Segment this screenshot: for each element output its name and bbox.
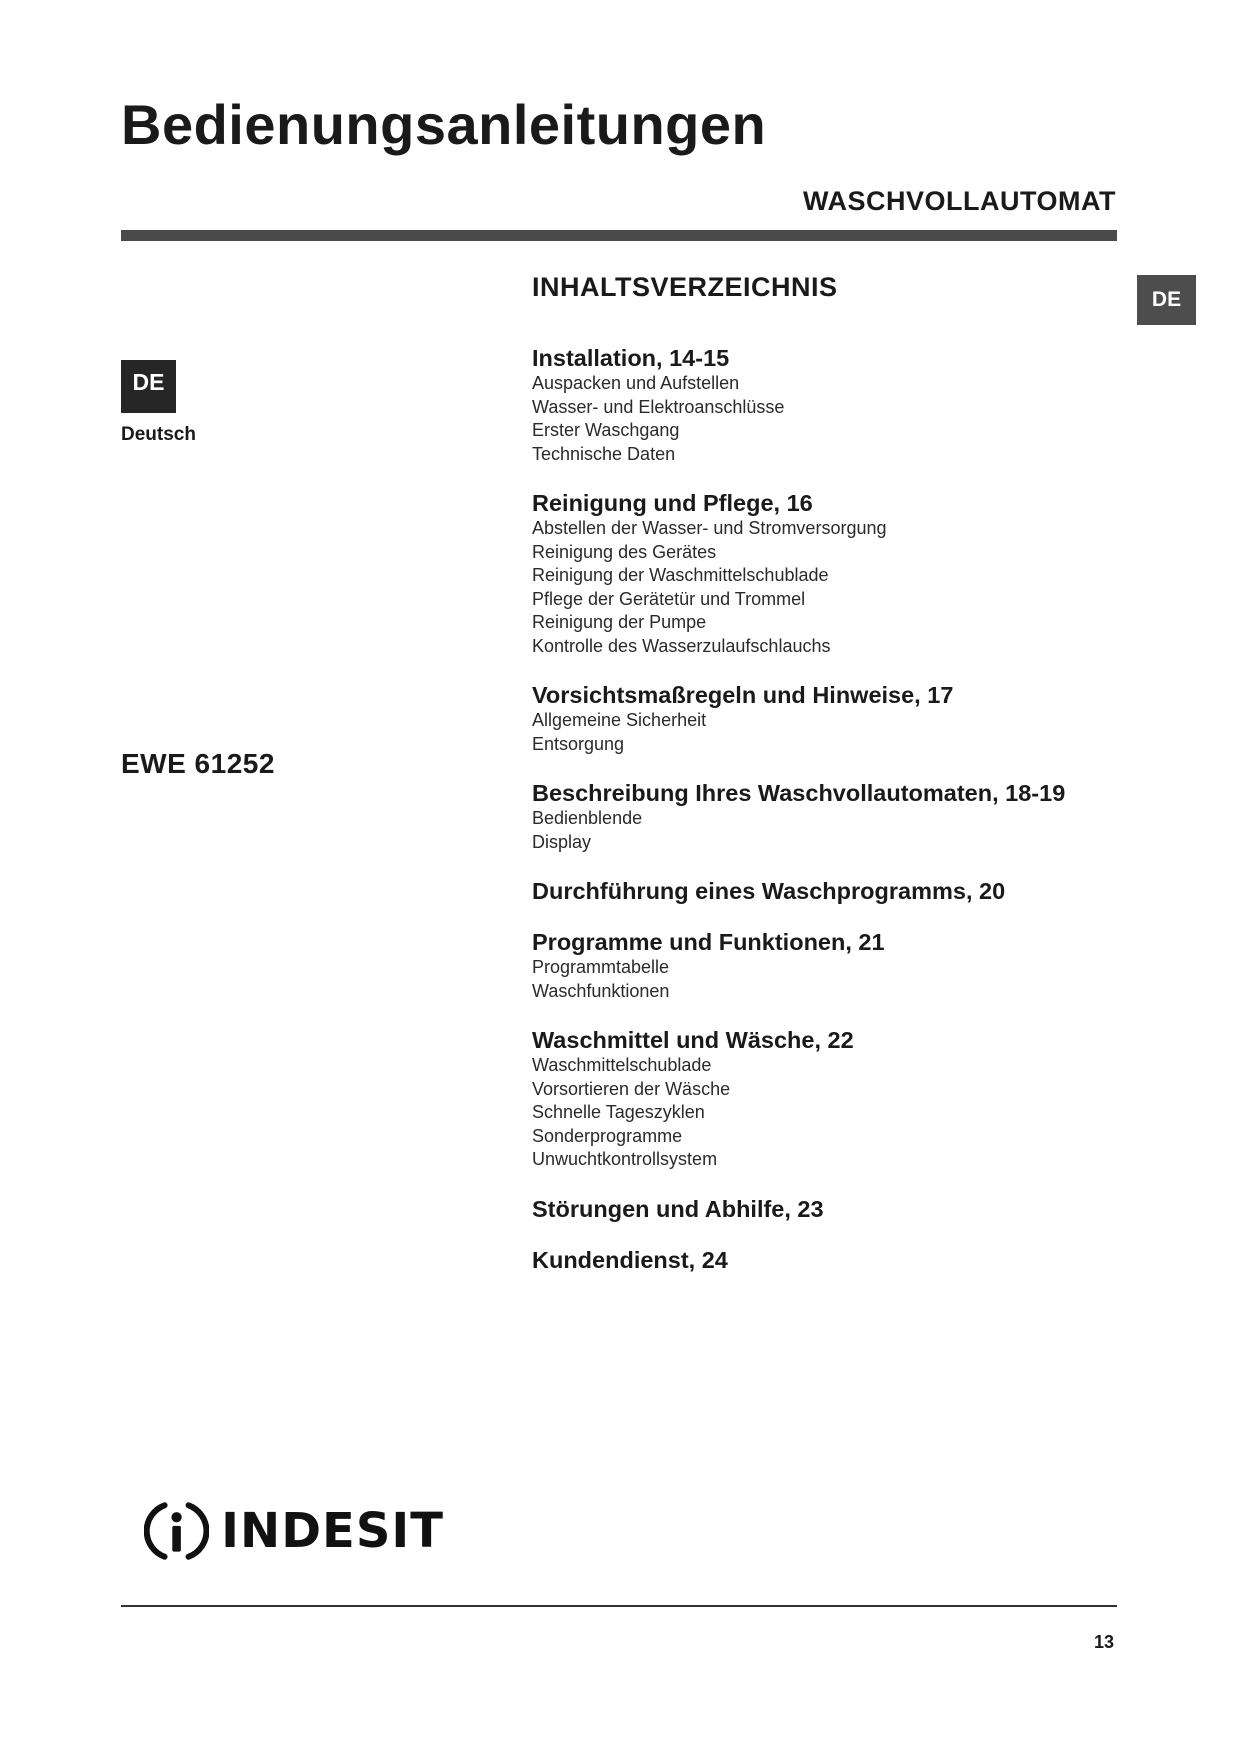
toc-item: Kontrolle des Wasserzulaufschlauchs	[532, 635, 831, 656]
toc-section	[532, 344, 1132, 466]
toc-item: Pflege der Gerätetür und Trommel	[532, 588, 806, 609]
toc-section-title: Vorsichtsmaßregeln und Hinweise, 17	[532, 682, 954, 708]
toc-section-title: Störungen und Abhilfe, 23	[532, 1195, 824, 1222]
toc-section	[532, 681, 1132, 756]
toc-item: Vorsortieren der Wäsche	[532, 1078, 731, 1099]
toc-item: Reinigung des Gerätes	[532, 541, 717, 562]
toc-section	[532, 1195, 1132, 1223]
toc-item: Unwuchtkontrollsystem	[532, 1149, 718, 1169]
toc-item: Auspacken und Aufstellen	[532, 373, 740, 393]
toc-item: Erster Waschgang	[532, 420, 680, 440]
brand-name: INDESIT	[221, 1503, 444, 1559]
toc-section-title: Installation, 14-15	[532, 345, 730, 371]
toc-item: Reinigung der Waschmittelschublade	[532, 565, 829, 585]
toc-item: Waschmittelschublade	[532, 1055, 712, 1075]
page-title: Bedienungsanleitungen	[121, 93, 767, 156]
header-divider	[121, 230, 1117, 241]
language-side-tab: DE	[1137, 275, 1196, 325]
page-number: 13	[1093, 1632, 1114, 1652]
toc-section	[532, 928, 1132, 1003]
footer-divider	[121, 1605, 1117, 1607]
toc-section	[532, 1246, 1132, 1274]
toc-item: Programmtabelle	[532, 957, 670, 977]
toc-section-title: Waschmittel und Wäsche, 22	[532, 1027, 854, 1053]
toc-section-title: Programme und Funktionen, 21	[532, 929, 885, 955]
table-of-contents	[532, 344, 1132, 1297]
language-badge: DE	[121, 360, 176, 413]
toc-item: Allgemeine Sicherheit	[532, 710, 707, 730]
toc-item: Bedienblende	[532, 808, 643, 828]
toc-item: Waschfunktionen	[532, 980, 670, 1001]
toc-item: Abstellen der Wasser- und Stromversorgung	[532, 518, 887, 538]
toc-item: Reinigung der Pumpe	[532, 612, 707, 632]
model-number: EWE 61252	[121, 748, 275, 779]
product-type-subtitle: WASCHVOLLAUTOMAT	[803, 186, 1116, 216]
indesit-logo-icon	[144, 1493, 209, 1569]
toc-item: Display	[532, 831, 592, 852]
toc-section-title: Durchführung eines Waschprogramms, 20	[532, 878, 1006, 904]
toc-item: Entsorgung	[532, 733, 625, 754]
toc-section-title: Reinigung und Pflege, 16	[532, 490, 813, 516]
toc-section	[532, 779, 1132, 854]
toc-section	[532, 1026, 1132, 1172]
toc-item: Wasser- und Elektroanschlüsse	[532, 396, 785, 417]
brand-logo	[144, 1493, 444, 1569]
toc-section-title: Kundendienst, 24	[532, 1246, 728, 1273]
toc-item: Technische Daten	[532, 443, 676, 464]
toc-item: Schnelle Tageszyklen	[532, 1102, 705, 1122]
toc-section	[532, 489, 1132, 658]
toc-section	[532, 877, 1132, 905]
toc-heading: INHALTSVERZEICHNIS	[532, 272, 838, 302]
toc-item: Sonderprogramme	[532, 1125, 683, 1146]
language-label: Deutsch	[121, 424, 196, 445]
toc-section-title: Beschreibung Ihres Waschvollautomaten, 18-19	[532, 780, 1066, 806]
